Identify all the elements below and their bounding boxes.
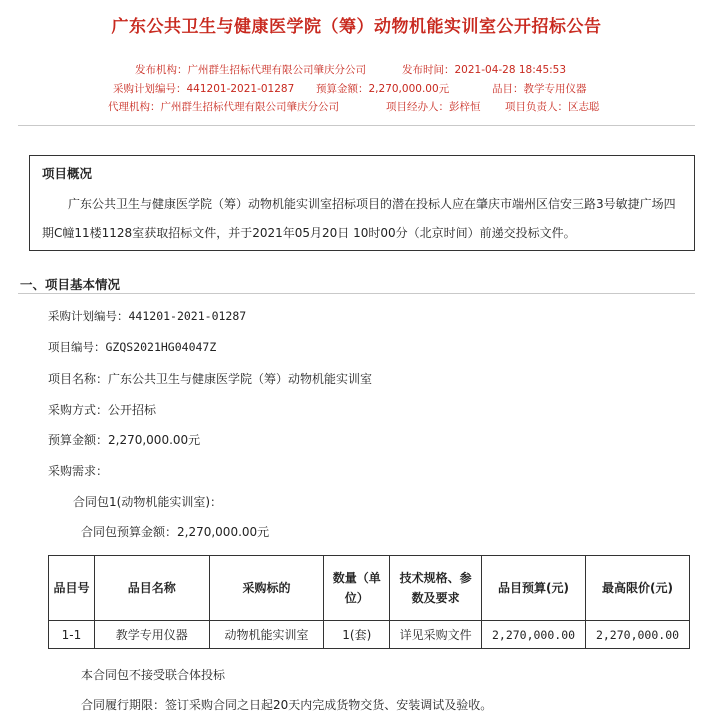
publish-time-label: 发布时间： [402, 64, 455, 76]
budget-value: 2,270,000.00元 [368, 83, 450, 95]
section-title: 一、项目基本情况 [20, 277, 121, 292]
table-cell: 教学专用仪器 [94, 621, 209, 649]
overview-text: 广东公共卫生与健康医学院（筹）动物机能实训室招标项目的潜在投标人应在肇庆市端州区信安三路3号敏捷广场四期C幢11楼1128室获取招标文件，并于2021年05月20日 10时00分（北京时间）前递交投标文件。 [42, 197, 676, 240]
overview-title: 项目概况 [42, 166, 93, 181]
table-cell: 1(套) [324, 621, 390, 649]
joint-bid-note: 本合同包不接受联合体投标 [81, 668, 226, 682]
table-cell: 动物机能实训室 [209, 621, 324, 649]
budget-label: 预算金额： [316, 83, 369, 95]
category-value: 教学专用仪器 [523, 83, 587, 95]
publisher-meta [135, 62, 366, 77]
demand-line: 采购需求： [48, 464, 109, 478]
table-header-cell: 品目号 [49, 556, 95, 621]
contract-period-note: 合同履行期限：签订采购合同之日起20天内完成货物交货、安装调试及验收。 [81, 698, 493, 712]
publisher-value: 广州群生招标代理有限公司肇庆分公司 [187, 64, 366, 76]
table-row [49, 621, 690, 649]
project-no-line: 项目编号：GZQS2021HG04047Z [48, 340, 217, 354]
package-line: 合同包1(动物机能实训室)： [73, 495, 222, 509]
budget-meta [316, 81, 449, 96]
plan-no-value: 441201-2021-01287 [186, 83, 295, 95]
budget-line: 预算金额：2,270,000.00元 [48, 433, 201, 447]
manager-label: 项目负责人： [505, 101, 568, 113]
table-cell: 详见采购文件 [390, 621, 482, 649]
table-header-row [49, 556, 690, 621]
method-line: 采购方式：公开招标 [48, 403, 157, 417]
header-divider [18, 125, 695, 126]
table-cell: 2,270,000.00 [482, 621, 586, 649]
agency-label: 代理机构： [108, 101, 161, 113]
plan-no-meta [113, 81, 294, 96]
agency-meta [108, 99, 339, 114]
handler-label: 项目经办人： [386, 101, 449, 113]
publish-time-meta [402, 62, 566, 77]
table-header-cell: 技术规格、参数及要求 [390, 556, 482, 621]
plan-no-line: 采购计划编号：441201-2021-01287 [48, 309, 247, 323]
overview-box [29, 155, 695, 251]
table-header-cell: 品目预算(元) [482, 556, 586, 621]
table-cell: 1-1 [49, 621, 95, 649]
manager-value: 区志聪 [568, 101, 600, 113]
category-label: 品目： [492, 83, 524, 95]
section-divider [18, 293, 695, 294]
table-header-cell: 数量（单位） [324, 556, 390, 621]
agency-value: 广州群生招标代理有限公司肇庆分公司 [160, 101, 339, 113]
page-title: 广东公共卫生与健康医学院（筹）动物机能实训室公开招标公告 [111, 17, 602, 37]
package-budget-line: 合同包预算金额：2,270,000.00元 [81, 525, 270, 539]
manager-meta [505, 99, 600, 114]
category-meta [492, 81, 587, 96]
table-header-cell: 最高限价(元) [586, 556, 690, 621]
project-name-line: 项目名称：广东公共卫生与健康医学院（筹）动物机能实训室 [48, 372, 373, 386]
handler-value: 彭梓恒 [449, 101, 481, 113]
table-header-cell: 品目名称 [94, 556, 209, 621]
handler-meta [386, 99, 481, 114]
publish-time-value: 2021-04-28 18:45:53 [454, 64, 567, 76]
plan-no-label: 采购计划编号： [113, 83, 187, 95]
items-table [48, 555, 690, 649]
publisher-label: 发布机构： [135, 64, 188, 76]
table-cell: 2,270,000.00 [586, 621, 690, 649]
table-header-cell: 采购标的 [209, 556, 324, 621]
